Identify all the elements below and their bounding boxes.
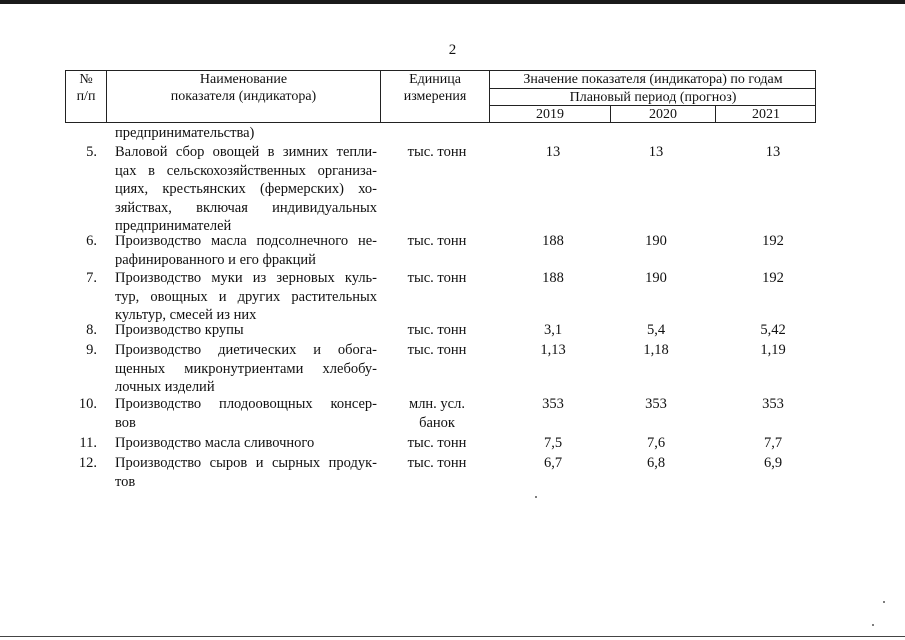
indicator-name-line: Производство масла подсолнечного не-	[115, 233, 377, 249]
indicator-name	[115, 341, 377, 397]
value-2021: 6,9	[763, 455, 783, 471]
value-2021: 13	[765, 144, 781, 160]
indicator-name	[115, 143, 377, 236]
value-2021: 353	[762, 396, 784, 412]
indicator-name-line: тов	[115, 473, 136, 490]
indicator-name-line: щенных микронутриентами хлебобу-	[115, 360, 377, 377]
value-2020: 353	[645, 396, 667, 412]
value-2021: 1,19	[760, 342, 786, 358]
scan-speck	[872, 624, 874, 626]
indicator-name-line: циях, крестьянских (фермерских) хо-	[115, 181, 377, 197]
unit-line: тыс. тонн	[407, 144, 467, 160]
scan-speck	[883, 601, 885, 603]
value-2019: 7,5	[543, 435, 563, 451]
value-2021: 5,42	[760, 322, 786, 338]
header-subgroup-title: Плановый период (прогноз)	[569, 90, 737, 105]
unit-line: тыс. тонн	[407, 322, 467, 338]
continuation-text: предпринимательства)	[115, 125, 255, 141]
row-number: 10.	[78, 396, 97, 412]
row-number: 6.	[86, 233, 97, 249]
bottom-border-rule	[0, 636, 905, 637]
unit-of-measure	[397, 454, 477, 473]
indicator-name-line: культур, смесей из них	[115, 307, 257, 323]
indicator-name-line: Производство диетических и обога-	[115, 342, 377, 358]
row-number: 9.	[86, 342, 97, 358]
indicator-name	[115, 232, 377, 269]
value-2021: 192	[762, 270, 784, 286]
unit-line: тыс. тонн	[407, 435, 467, 451]
unit-line: тыс. тонн	[407, 270, 467, 286]
unit-of-measure	[397, 232, 477, 251]
header-year-2020: 2020	[649, 107, 677, 122]
header-unit-label: Единица измерения	[403, 72, 467, 104]
indicator-name-line: Производство масла сливочного	[115, 435, 315, 451]
row-number: 7.	[86, 270, 97, 286]
value-2020: 5,4	[646, 322, 666, 338]
indicator-name	[115, 395, 377, 432]
indicator-name-line: Производство крупы	[115, 322, 244, 338]
header-year-2021: 2021	[752, 107, 780, 122]
unit-of-measure	[397, 269, 477, 288]
value-2021: 7,7	[763, 435, 783, 451]
indicator-name-line: Производство плодоовощных консер-	[115, 396, 377, 412]
unit-line: тыс. тонн	[407, 455, 467, 471]
value-2019: 3,1	[543, 322, 563, 338]
value-2020: 1,18	[643, 342, 669, 358]
value-2020: 6,8	[646, 455, 666, 471]
value-2020: 7,6	[646, 435, 666, 451]
value-2019: 13	[545, 144, 561, 160]
unit-of-measure	[397, 341, 477, 360]
indicator-name	[115, 454, 377, 491]
value-2019: 1,13	[540, 342, 566, 358]
indicator-name	[115, 321, 377, 340]
value-2020: 190	[645, 270, 667, 286]
value-2019: 353	[542, 396, 564, 412]
row-number: 8.	[86, 322, 97, 338]
indicator-name-line: Валовой сбор овощей в зимних тепли-	[115, 144, 377, 160]
indicator-name-line: Производство муки из зерновых куль-	[115, 270, 377, 286]
unit-of-measure	[397, 395, 477, 432]
unit-of-measure	[397, 143, 477, 162]
unit-line: тыс. тонн	[407, 233, 467, 249]
header-group-title: Значение показателя (индикатора) по годам	[523, 72, 783, 87]
indicator-name-line: предпринимателей	[115, 218, 232, 234]
scan-speck	[535, 496, 537, 498]
indicator-name-line: Производство сыров и сырных продук-	[115, 455, 377, 471]
value-2019: 188	[542, 233, 564, 249]
unit-line: тыс. тонн	[407, 342, 467, 358]
value-2020: 13	[648, 144, 664, 160]
value-2021: 192	[762, 233, 784, 249]
header-num-label: № п/п	[76, 72, 96, 104]
header-name-label: Наименование показателя (индикатора)	[170, 72, 317, 104]
row-number: 11.	[79, 435, 97, 451]
indicator-name	[115, 434, 377, 453]
unit-line: млн. усл.	[409, 396, 465, 412]
value-2019: 6,7	[543, 455, 563, 471]
indicator-name-line: вов	[115, 414, 136, 431]
indicator-name-line: лочных изделий	[115, 379, 215, 395]
header-year-2019: 2019	[536, 107, 564, 122]
row-number: 5.	[86, 144, 97, 160]
unit-of-measure	[397, 321, 477, 340]
top-border-rule	[0, 0, 905, 4]
page-number: 2	[448, 42, 457, 58]
value-2020: 190	[645, 233, 667, 249]
indicator-name-line: тур, овощных и других растительных	[115, 288, 377, 305]
indicator-name	[115, 269, 377, 325]
row-number: 12.	[78, 455, 97, 471]
indicator-name-line: цах в сельскохозяйственных организа-	[115, 162, 377, 179]
indicator-name-line: зяйствах, включая индивидуальных	[115, 199, 377, 216]
unit-of-measure	[397, 434, 477, 453]
unit-line: банок	[419, 414, 455, 431]
indicator-name-line: рафинированного и его фракций	[115, 251, 316, 268]
value-2019: 188	[542, 270, 564, 286]
